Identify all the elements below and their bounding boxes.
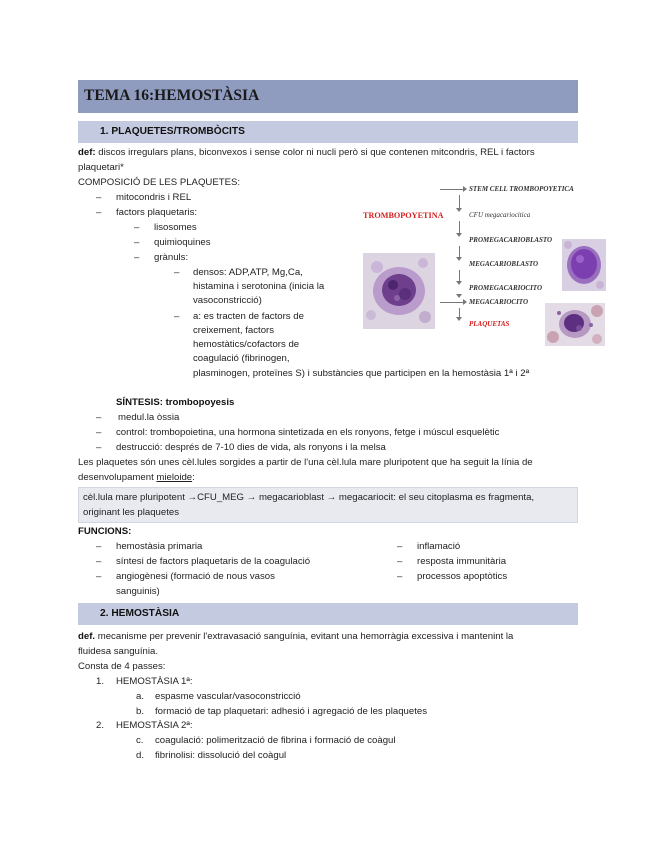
granule-text: plasminogen, proteïnes S) i substàncies que participen en la hemostàsia 1ª i 2ª xyxy=(193,368,530,379)
composition-subitem: grànuls: xyxy=(154,252,189,263)
dash: – xyxy=(397,541,403,552)
section-heading-plaquetes xyxy=(78,121,578,143)
funcio-item: resposta immunitària xyxy=(417,556,507,567)
funcio-item: sanguinis) xyxy=(116,586,160,597)
def2-label: def. xyxy=(78,631,96,642)
step-item: coagulació: polimerització de fibrina i formació de coàgul xyxy=(155,735,396,746)
funcio-item: síntesi de factors plaquetaris de la coagulació xyxy=(116,556,311,567)
step-item: fibrinolisi: dissolució del coàgul xyxy=(155,750,287,761)
diagram-arrow xyxy=(459,308,460,318)
dash: – xyxy=(134,237,140,248)
para-underlined: mieloide xyxy=(156,472,193,483)
funcio-item: angiogènesi (formació de nous vasos xyxy=(116,571,275,582)
diagram-stage: PROMEGACARIOBLASTO xyxy=(469,236,553,244)
funcio-item: processos apoptòtics xyxy=(417,571,508,582)
def2-text-1: mecanisme per prevenir l'extravasació sanguínia, evitant una hemorràgia excessiva i mantenint la xyxy=(95,631,514,642)
platelets-micrograph xyxy=(545,303,605,346)
def2-line-1 xyxy=(78,630,513,645)
funcio-item: inflamació xyxy=(417,541,461,552)
note-line-2: originant les plaquetes xyxy=(83,507,180,518)
sintesis-heading: SÍNTESIS: trombopoyesis xyxy=(116,397,235,408)
dash: – xyxy=(96,442,102,453)
dash: – xyxy=(134,252,140,263)
diagram-stage: STEM CELL TROMBOPOYETICA xyxy=(469,185,574,193)
para-colon: : xyxy=(192,472,195,483)
diagram-arrow xyxy=(459,195,460,209)
section-heading-hemostasia xyxy=(78,603,578,625)
granule-text: hemostàtics/cofactors de xyxy=(193,339,300,350)
sintesis-item: control: trombopoietina, una hormona sintetizada en els ronyons, fetge i múscul esquelètic xyxy=(116,427,500,438)
dash: – xyxy=(96,192,102,203)
sintesis-paragraph-2 xyxy=(78,471,195,486)
dash: – xyxy=(96,571,102,582)
sintesis-item: destrucció: després de 7-10 dies de vida, als ronyons i la melsa xyxy=(116,442,386,453)
funcio-item: hemostàsia primaria xyxy=(116,541,203,552)
def-line-1 xyxy=(78,146,535,161)
megakaryocyte-micrograph-left xyxy=(363,253,435,329)
megakaryoblast-micrograph xyxy=(562,239,606,291)
step-letter: d. xyxy=(136,750,145,761)
granule-text: creixement, factors xyxy=(193,325,275,336)
diagram-stage: CFU megacariocitica xyxy=(469,211,531,219)
section-heading-text: 2. HEMOSTÀSIA xyxy=(100,608,180,619)
para-text: desenvolupament xyxy=(78,472,157,483)
dash: – xyxy=(174,311,180,322)
dash: – xyxy=(96,412,102,423)
granule-text: histamina i serotonina (inicia la xyxy=(193,281,325,292)
step-title: HEMOSTÀSIA 2ª: xyxy=(116,720,193,731)
dash: – xyxy=(397,571,403,582)
diagram-arrow xyxy=(459,221,460,234)
dash: – xyxy=(96,427,102,438)
dash: – xyxy=(96,556,102,567)
step-number: 1. xyxy=(96,676,105,687)
step-letter: a. xyxy=(136,691,145,702)
def2-line-3: Consta de 4 passes: xyxy=(78,661,166,672)
diagram-arrow xyxy=(459,246,460,258)
def-label: def: xyxy=(78,147,96,158)
diagram-arrow xyxy=(440,189,464,190)
sintesis-paragraph-1: Les plaquetes són unes cèl.lules sorgides a partir de l'una cèl.lula mare pluripotent que ha seguit la línia de xyxy=(78,457,533,468)
composition-subitem: quimioquines xyxy=(154,237,211,248)
dash: – xyxy=(96,207,102,218)
diagram-stage-highlight: PLAQUETAS xyxy=(469,320,510,328)
section-heading-text: 1. PLAQUETES/TROMBÒCITS xyxy=(100,126,245,137)
step-title: HEMOSTÀSIA 1ª: xyxy=(116,676,193,687)
step-number: 2. xyxy=(96,720,105,731)
granule-text: densos: ADP,ATP, Mg,Ca, xyxy=(193,267,303,278)
diagram-stage: PROMEGACARIOCITO xyxy=(469,284,543,292)
composition-heading: COMPOSICIÓ DE LES PLAQUETES: xyxy=(78,177,241,188)
diagram-stage: MEGACARIOCITO xyxy=(469,298,529,306)
granule-text: vasoconstricció) xyxy=(193,295,262,306)
step-item: espasme vascular/vasoconstricció xyxy=(155,691,301,702)
step-item: formació de tap plaquetari: adhesió i agregació de les plaquetes xyxy=(155,706,428,717)
def-line-2: plaquetari* xyxy=(78,162,124,173)
diagram-arrow xyxy=(459,294,460,295)
title-bar xyxy=(78,80,578,113)
composition-item: mitocondris i REL xyxy=(116,192,192,203)
diagram-stage: MEGACARIOBLASTO xyxy=(469,260,539,268)
dash: – xyxy=(174,267,180,278)
page-title: TEMA 16:HEMOSTÀSIA xyxy=(84,87,260,104)
granule-text: coagulació (fibrinogen, xyxy=(193,353,290,364)
dash: – xyxy=(96,541,102,552)
dash: – xyxy=(134,222,140,233)
composition-item: factors plaquetaris: xyxy=(116,207,198,218)
note-box xyxy=(78,487,578,523)
sintesis-item: medul.la òssia xyxy=(118,412,180,423)
step-letter: c. xyxy=(136,735,144,746)
step-letter: b. xyxy=(136,706,145,717)
note-line-1: cèl.lula mare pluripotent →CFU_MEG → megacarioblast → megacariocit: el seu citoplasma es fragmenta, xyxy=(83,492,535,503)
granule-text: a: es tracten de factors de xyxy=(193,311,304,322)
def-text-1: discos irregulars plans, biconvexos i sense color ni nucli però si que contenen mitcondris, REL i factors xyxy=(95,147,535,158)
def2-line-2: fluidesa sanguínia. xyxy=(78,646,159,657)
diagram-arrow xyxy=(440,302,464,303)
funcions-heading: FUNCIONS: xyxy=(78,526,132,537)
trombopoyetina-label: TROMBOPOYETINA xyxy=(363,211,444,220)
dash: – xyxy=(397,556,403,567)
composition-subitem: lisosomes xyxy=(154,222,197,233)
diagram-arrow xyxy=(459,270,460,282)
